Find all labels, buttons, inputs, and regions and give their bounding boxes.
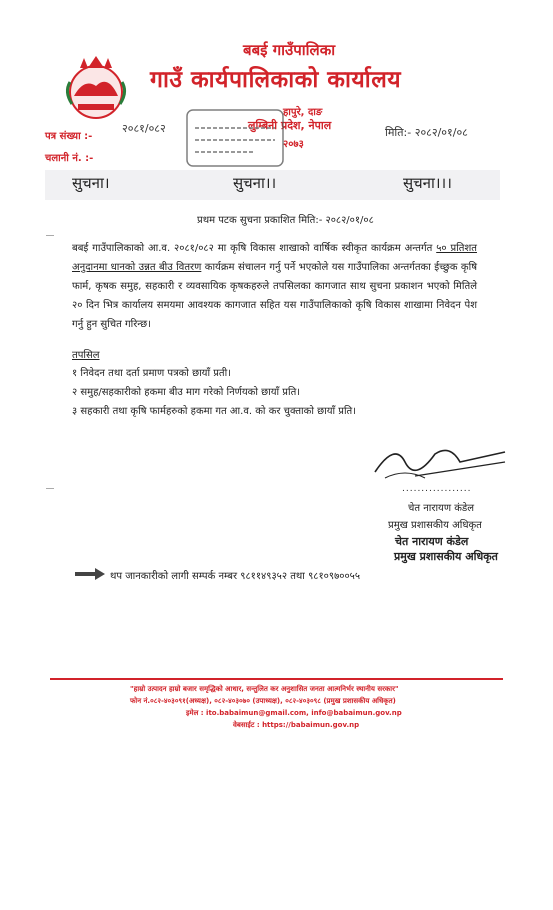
list-item: ३ सहकारी तथा कृषि फार्महरुको हकमा गत आ.व. को कर चुक्ताको छायाँ प्रति। xyxy=(72,406,357,417)
office-province: लुम्बिनी प्रदेश, नेपाल xyxy=(248,119,332,132)
footer-website: वेबसाईट : https://babaimun.gov.np xyxy=(233,721,360,729)
nepal-emblem-logo xyxy=(60,52,132,124)
office-stamp xyxy=(185,108,285,168)
notice-heading-1: सुचना। xyxy=(72,174,110,192)
municipality-name: बबई गाउँपालिका xyxy=(243,41,336,59)
list-item: १ निवेदन तथा दर्ता प्रमाण पत्रको छायाँ प्रती। xyxy=(72,368,232,379)
footer-divider xyxy=(50,678,503,680)
body-text-2: कार्यक्रम संचालन गर्नु पर्ने भएकोले यस गाउँपालिका अन्तर्गतका ईच्छुक कृषि फार्म, कृषक समुह, सहकारी र व्यवसायिक कृषकहरुले तपसिलका कागजात साथ सुचना प्रकाशन भएको मितिले २० दिन भित्र कार्यालय समयमा आवश्यक कागजात सहित यस गाउँपालिकाको कृषि विकास शाखामा निवेदन पेश गर्नु हुन सुचित गरिन्छ। xyxy=(72,262,477,330)
reference-label: पत्र संख्या :- xyxy=(45,131,93,142)
dispatch-label: चलानी नं. :- xyxy=(45,153,94,164)
signatory-title: प्रमुख प्रशासकीय अधिकृत xyxy=(388,520,482,531)
arrow-right-icon xyxy=(75,568,105,580)
stamp-signatory-title: प्रमुख प्रशासकीय अधिकृत xyxy=(394,550,498,563)
contact-info: थप जानकारीको लागी सम्पर्क नम्बर ९८११४९३५२ तथा ९८१०९७००५५ xyxy=(110,571,361,582)
notice-body xyxy=(72,239,477,334)
fold-mark xyxy=(46,235,54,236)
notice-heading-2: सुचना।। xyxy=(233,174,277,192)
office-name: गाउँ कार्यपालिकाको कार्यालय xyxy=(150,67,402,93)
footer-motto: "हाम्रो उत्पादन हाम्रो बजार समृद्धिको आधार, सन्तुलित कर अनुशासित जनता आत्मनिर्भर स्थानीय सरकार" xyxy=(130,685,399,693)
signatory-name: चेत नारायण कंडेल xyxy=(408,503,475,514)
notice-heading-3: सुचना।।। xyxy=(403,174,452,192)
details-heading: तपसिल xyxy=(72,350,100,361)
body-text-1: बबई गाउँपालिकाको आ.व. २०८१/०८२ मा कृषि विकास शाखाको वार्षिक स्वीकृत कार्यक्रम अन्तर्गत xyxy=(72,243,437,254)
footer-email: इमेल : ito.babaimun@gmail.com, info@babaimun.gov.np xyxy=(186,709,402,717)
list-item: २ समुह/सहकारीको हकमा बीउ माग गरेको निर्णयको छायाँ प्रति। xyxy=(72,387,301,398)
body-text-highlight: ५० प्रतिशत अनुदानमा धानको उन्नत बीउ वितरण xyxy=(72,243,477,273)
established-year: २०७३ xyxy=(283,139,304,150)
handwritten-signature xyxy=(365,432,515,482)
letter-date: मिति:- २०८२/०१/०८ xyxy=(385,126,468,139)
reference-value: २०८१/०८२ xyxy=(122,122,166,135)
footer-phones: फोन नं.०८२-४०३०९१(अध्यक्ष), ०८२-४०३०७० (उपाध्यक्ष), ०८२-४०३०९८ (प्रमुख प्रशासकीय अधिकृत) xyxy=(130,697,396,705)
signature-dots: .................. xyxy=(402,484,472,494)
fold-mark xyxy=(46,488,54,489)
first-published-date: प्रथम पटक सुचना प्रकाशित मिति:- २०८२/०१/०८ xyxy=(197,215,374,226)
office-place: हापुरे, दाङ xyxy=(283,107,323,118)
stamp-signatory-name: चेत नारायण कंडेल xyxy=(395,535,469,548)
